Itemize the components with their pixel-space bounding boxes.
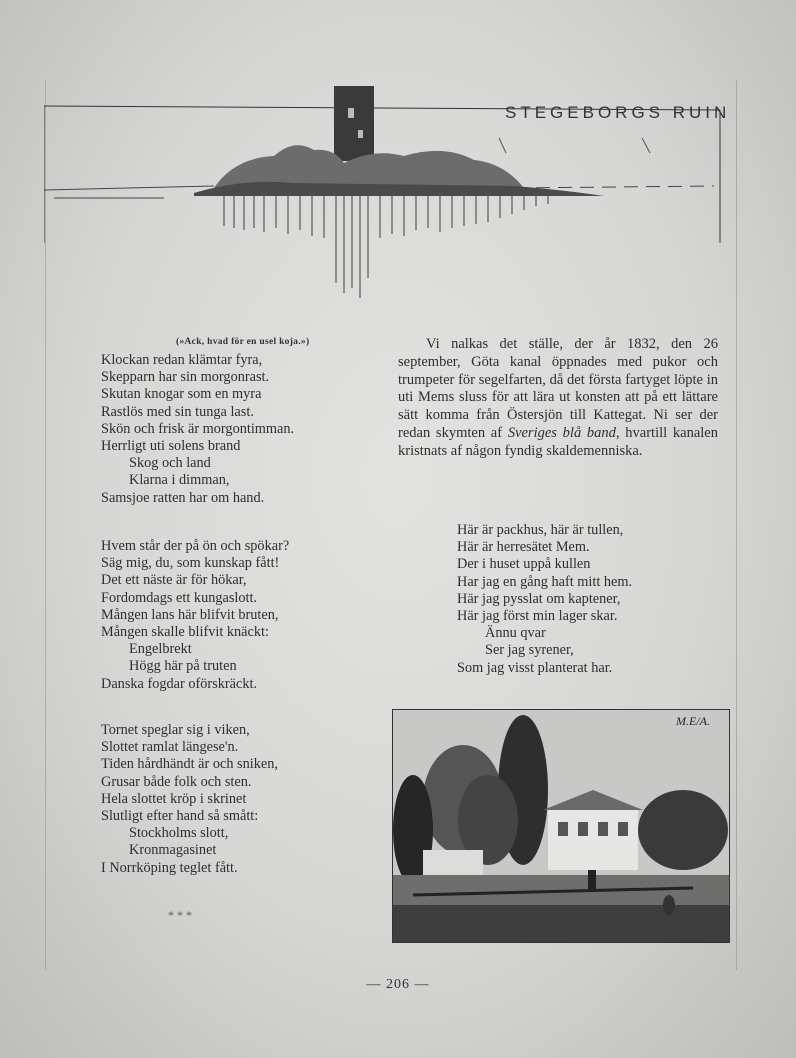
poem-stanza-1 (101, 352, 294, 507)
mem-illustration (392, 709, 730, 943)
verse-line: Som jag visst planterat har. (457, 659, 613, 676)
page-number: — 206 — (366, 977, 430, 992)
verse-line: Grusar både folk och sten. (101, 773, 252, 790)
verse-line: Kronmagasinet (129, 842, 217, 859)
verse-line: Mången skalle blifvit knäckt: (101, 624, 269, 641)
verse-line: Tiden hårdhändt är och sniken, (101, 756, 278, 773)
verse-line: Stockholms slott, (129, 825, 229, 842)
verse-line: Klarna i dimman, (129, 472, 230, 489)
sketch-caption: STEGEBORGS RUIN (505, 103, 731, 122)
verse-line: Skutan knogar som en myra (101, 386, 262, 403)
verse-line: Slutligt efter hand så smått: (101, 808, 259, 825)
prose-paragraph (398, 336, 718, 461)
margin-rule-right (736, 80, 737, 970)
verse-line: Ännu qvar (485, 625, 546, 642)
artist-signature: M.E/A. (676, 714, 710, 728)
prose-emphasis: Sveriges blå band (507, 424, 616, 441)
verse-line: Skepparn har sin morgonrast. (101, 369, 270, 386)
verse-line: Skön och frisk är morgontimman. (101, 420, 295, 437)
poem-stanza-4 (457, 522, 632, 677)
verse-line: Tornet speglar sig i viken, (101, 722, 250, 738)
verse-line: Klockan redan klämtar fyra, (101, 352, 263, 368)
verse-line: Mången lans här blifvit bruten, (101, 606, 279, 623)
verse-line: Rastlös med sin tunga last. (101, 403, 254, 420)
verse-line: Här är packhus, här är tullen, (457, 522, 624, 538)
poem-stanza-3 (101, 722, 278, 877)
verse-line: Här är herresätet Mem. (457, 539, 590, 556)
verse-line: Fordomdags ett kungaslott. (101, 589, 258, 606)
verse-line: Högg här på truten (129, 658, 237, 675)
verse-line: Der i huset uppå kullen (457, 556, 591, 573)
verse-line: Herrligt uti solens brand (101, 438, 241, 455)
prose-text: , hvartill kanalen kristnats af någon fyndig skaldemenniska. (398, 424, 718, 459)
verse-line: I Norrköping teglet fått. (101, 859, 238, 876)
mem-illustration-art (393, 710, 729, 942)
verse-line: Engelbrekt (129, 641, 192, 658)
verse-line: Skog och land (129, 455, 211, 472)
verse-line: Hela slottet kröp i skrinet (101, 790, 247, 807)
verse-line: Samsjoe ratten har om hand. (101, 489, 265, 506)
verse-line: Har jag en gång haft mitt hem. (457, 573, 633, 590)
prose-text: Vi nalkas det ställe, der år 1832, den 26 september, Göta kanal öppnades med pukor och trumpeter för segelfarten, då det första fartyget löpte in uti Mems sluss för att lära ut konsten att på ett lättare sätt komma från Östersjön till Kattegat. Ni ser der redan skymten af (398, 336, 718, 441)
poem-subtitle: (»Ack, hvad för en usel koja.») (176, 337, 310, 347)
verse-line: Här jag pysslat om kaptener, (457, 590, 621, 607)
verse-line: Ser jag syrener, (485, 642, 574, 659)
verse-line: Slottet ramlat längese'n. (101, 739, 239, 756)
poem-stanza-2 (101, 538, 289, 693)
verse-line: Säg mig, du, som kunskap fått! (101, 555, 280, 572)
verse-line: Danska fogdar oförskräckt. (101, 675, 258, 692)
verse-line: Här jag först min lager skar. (457, 608, 618, 625)
verse-line: Det ett näste är för hökar, (101, 572, 247, 589)
section-ornament: * * * (168, 908, 192, 922)
verse-line: Hvem står der på ön och spökar? (101, 538, 290, 554)
